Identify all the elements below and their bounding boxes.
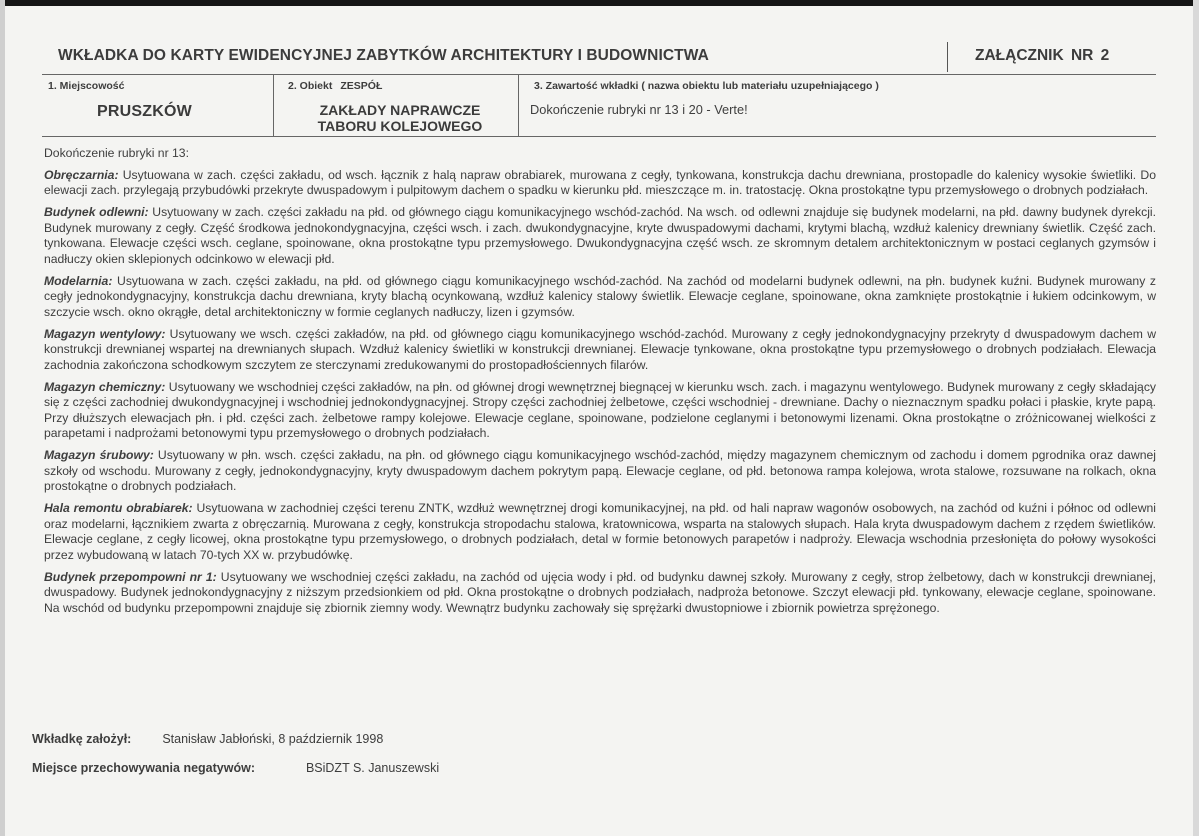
continuation-text [44, 146, 1156, 623]
author-value: Stanisław Jabłoński, 8 październik 1998 [162, 732, 384, 746]
form-title: WKŁADKA DO KARTY EWIDENCYJNEJ ZABYTKÓW ARCHITEKTURY I BUDOWNICTWA [58, 47, 709, 64]
paragraph-przepompownia [44, 570, 1156, 617]
negatives-label: Miejsce przechowywania negatywów: [32, 761, 255, 775]
paragraph-heading: Budynek odlewni: [44, 205, 149, 219]
paragraph-magazyn-wentylowy [44, 327, 1156, 374]
paragraph-text: Usytuowana w zach. części zakładu, od wsch. łącznik z halą napraw obrabiarek, murowana z cegły, tynkowana, konstrukcja dachu drewniana, prostopadle do kalenicy wysokie świetliki. Do elewacji zach. przylegają przybudówki przekryte dwuspadowym i pulpitowym dachem o spadku w kierunku płd. mieszczące m. in. tratostację. Okna prostokątne typu przemysłowego o drobnych podziałach. [44, 167, 1156, 197]
annex-number: ZAŁĄCZNIK NR 2 [975, 47, 1110, 64]
paragraph-heading: Magazyn chemiczny: [44, 379, 166, 394]
place-label: 1. Miejscowość [48, 80, 125, 92]
contents-value: Dokończenie rubryki nr 13 i 20 - Verte! [530, 102, 748, 117]
paragraph-modelarnia [44, 274, 1156, 321]
form-top-rule [42, 74, 1156, 75]
paragraph-text: Usytuowany w zach. części zakładu na płd. od głównego ciągu komunikacyjnego wschód-zachód. Na wsch. od odlewni znajduje się budynek modelarni, na płd. dawny budynek dyrekcji. Budynek murowany z cegły. Część środkowa jednokondygnacyjna, części wsch. i zach. dwukondygnacyjne, kryte dwuspadowymi dachami, krytymi blachą, wzdłuż kalenicy drewniany świetlik. Część zach. tynkowana. Elewacje części wsch. ceglane, spoinowane, okna prostokątne typu przemysłowego. Dwukondygnacyjna część wsch. ze skromnym detalem architektonicznym w postaci ceglanych gzymsów i nadłuczy okien sklepionych odcinkowo w elewacji płd. [44, 205, 1156, 266]
scan-top-edge [0, 0, 1199, 6]
paragraph-magazyn-chemiczny [44, 380, 1156, 442]
column-divider-2 [518, 74, 519, 136]
scan-left-edge [0, 0, 5, 836]
object-value: ZAKŁADY NAPRAWCZE TABORU KOLEJOWEGO [317, 102, 483, 134]
object-label-group [288, 80, 382, 92]
author-row [32, 732, 383, 746]
paragraph-heading: Magazyn śrubowy: [44, 448, 154, 462]
header-divider [947, 42, 948, 72]
paragraph-heading: Hala remontu obrabiarek: [44, 501, 193, 515]
paragraph-heading: Obręczarnia: [44, 167, 119, 182]
paragraph-text: Usytuowany we wschodniej części zakładu, na zachód od ujęcia wody i płd. od budynku dawnej szkoły. Murowany z cegły, strop żelbetowy, dach w konstrukcji drewnianej, dwuspadowy. Budynek jednokondygnacyjny z niższym przedsionkiem od płd. Okna prostokątne o drobnych podziałach, nadproża betonowe. Szczyt elewacji płd. tynkowany, elewacje ceglane, spoinowane. Na wschód od budynku przepompowni znajduje się zbiornik ziemny wody. Wewnątrz budynku zachowały się sprężarki dwustopniowe i zbiornik powietrza sprężonego. [44, 569, 1157, 615]
column-divider-1 [273, 74, 274, 136]
contents-label: 3. Zawartość wkładki ( nazwa obiektu lub materiału uzupełniającego ) [534, 80, 879, 92]
paragraph-heading: Budynek przepompowni nr 1: [44, 569, 217, 584]
object-label: 2. Obiekt [288, 80, 333, 92]
object-kind: ZESPÓŁ [340, 80, 383, 92]
paragraph-hala-remontu [44, 501, 1156, 563]
paragraph-text: Usytuowany w płn. wsch. części zakładu, na płn. od głównego ciągu komunikacyjnego wschód-zachód, między magazynem chemicznym od zachodu i domem pgrodnika oraz dawnej szkoły od wschodu. Murowany z cegły, jednokondygnacyjny, kryty dwuspadowym dachem pokrytym papą. Elewacje ceglane, od płd. betonowa rampa kolejowa, wrota stalowe, rozsuwane na rolkach, okna prostokątne o drobnych podziałach. [44, 448, 1156, 493]
place-value: PRUSZKÓW [97, 103, 192, 120]
paragraph-magazyn-srubowy [44, 448, 1156, 495]
paragraph-text: Usytuowany we wsch. części zakładów, na płd. od głównego ciągu komunikacyjnego wschód-zachód. Murowany z cegły jednokondygnacyjny przekryty d dwuspadowym dachem w konstrukcji drewnianej wspartej na drewnianych słupach. Wzdłuż kalenicy świetliki w konstrukcji drewnianej. Elewacje tynkowane, okna prostokątne typu przemysłowego o drobnych podziałach. Elewacja zachodnia zakończona schodkowym szczytem ze sterczynami zredukowanymi do prostopadłościennych filarów. [44, 326, 1156, 372]
form-bottom-rule [42, 136, 1156, 137]
paragraph-odlewnia [44, 205, 1156, 267]
paragraph-text: Usytuowana w zachodniej części terenu ZNTK, wzdłuż wewnętrznej drogi komunikacyjnej, na płd. od hali napraw wagonów osobowych, na zachód od kuźni i północ od odlewni oraz modelarni, łącznikiem zwarta z obręczarnią. Murowana z cegły, konstrukcja stropodachu stalowa, kratownicowa, wsparta na stalowych słupach. Hala kryta dwuspadowym dachem z rzędem świetlików. Elewacje ceglane, z cegły licowej, okna prostokątne typu przemysłowego, o drobnych podziałach, detal w formie betonowych parapetów i nadproży. Elewacja wschodnia przesłonięta do połowy wysokości przez wybudowaną w latach 70-tych XX w. przybudówkę. [44, 501, 1156, 562]
paragraph-heading: Modelarnia: [44, 273, 113, 288]
continuation-intro: Dokończenie rubryki nr 13: [44, 146, 189, 160]
paragraph-text: Usytuowana w zach. części zakładu, na płd. od głównego ciągu komunikacyjnego wschód-zachód. Na zachód od modelarni budynek odlewni, na płn. budynek kuźni. Budynek murowany z cegły jednokondygnacyjny, konstrukcja dachu drewniana, kryty blachą ocynkowaną, wzdłuż kalenicy stalowy świetlik. Elewacje ceglane, spoinowane, okna zamknięte prostokątnie i łukiem odcinkowym, w szczycie wsch. okno okrągłe, detal architektoniczny w formie ceglanych nadłuczy, lizen i gzymsów. [44, 273, 1156, 319]
negatives-value: BSiDZT S. Januszewski [305, 761, 440, 775]
author-label: Wkładkę założył: [32, 732, 132, 746]
scan-right-edge [1193, 0, 1199, 836]
negatives-row [32, 761, 439, 775]
paragraph-heading: Magazyn wentylowy: [44, 326, 166, 341]
paragraph-obreczarnia [44, 168, 1156, 199]
paragraph-text: Usytuowany we wschodniej części zakładów, na płn. od głównej drogi wewnętrznej biegnącej w kierunku wsch. zach. i magazynu wentylowego. Budynek murowany z cegły składający się z części zachodniej dwukondygnacyjnej i wschodniej jednokondygnacyjnej. Stropy części zachodniej żelbetowe, części wschodniej - drewniane. Dachy o nieznacznym spadku połaci i płaskie, kryte papą. Przy dłuższych elewacjach płn. i płd. części zach. żelbetowe rampy kolejowe. Elewacje ceglane, spoinowane, podzielone ceglanymi i betonowymi lizenami. Okna prostokątne o zróżnicowanej wielkości z parapetami i nadprożami betonowymi typu przemysłowego o drobnych podziałach. [44, 379, 1157, 440]
